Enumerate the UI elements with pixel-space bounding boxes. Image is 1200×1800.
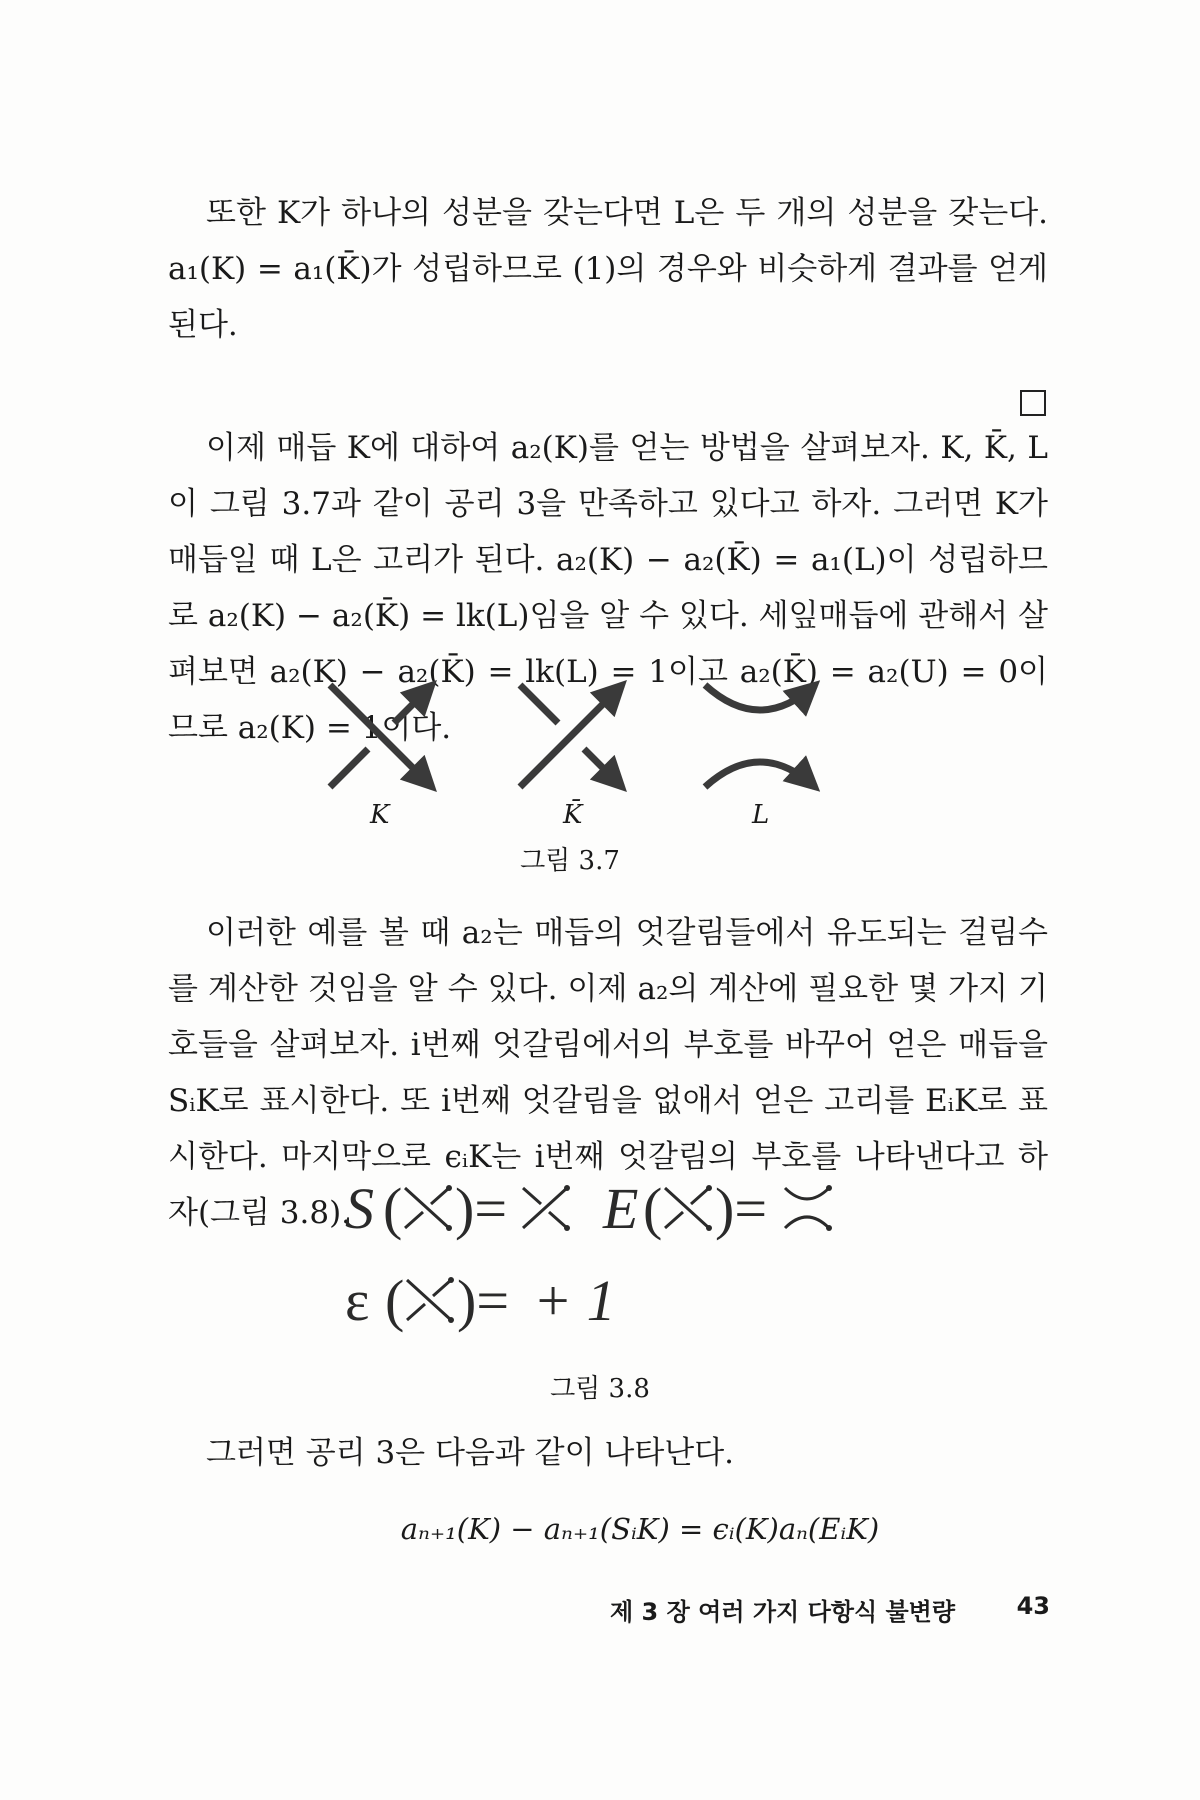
svg-text:)=: )= [455,1176,508,1241]
paragraph-2-text: 이제 매듭 K에 대하여 a₂(K)를 얻는 방법을 살펴보자. K, K̄, L이 그림 3.7과 같이 공리 3을 만족하고 있다고 하자. 그러면 K가 매듭일 때 L은 고리가 된다. a₂(K) − a₂(K̄) = a₁(L)이 성립하므로 a₂(K) − a₂(K̄) = lk(L)임을 알 수 있다. 세잎매듭에 관해서 살펴보면 a₂(K) − a₂(K̄) = lk(L) = 1이고 a₂(K̄) = a₂(U) = 0이므로 a₂(K) = 1이다. [168,430,1048,746]
epsilon-symbol: ε [345,1268,370,1333]
paragraph-4 [168,1425,1048,1481]
caption-figure-3-8: 그림 3.8 [550,1374,650,1404]
label-k-bar: K̄ [563,800,583,830]
caption-figure-3-7: 그림 3.7 [520,846,620,876]
svg-text:(: ( [643,1176,663,1241]
qed-square [1020,390,1046,416]
svg-text:(: ( [383,1176,403,1241]
crossing-k-bar [520,685,622,787]
epsilon-value: + 1 [533,1268,616,1333]
chapter-title: 제 3 장 여러 가지 다항식 불변량 [610,1598,956,1626]
paragraph-1 [168,185,1048,353]
e-symbol: E [603,1176,639,1241]
paragraph-3-text: 이러한 예를 볼 때 a₂는 매듭의 엇갈림들에서 유도되는 걸림수를 계산한 것임을 알 수 있다. 이제 a₂의 계산에 필요한 몇 가지 기호들을 살펴보자. i번째 엇갈림에서의 부호를 바꾸어 얻은 매듭을 SᵢK로 표시한다. 또 i번째 엇갈림을 없애서 얻은 고리를 EᵢK로 표시한다. 마지막으로 ϵᵢK는 i번째 엇갈림의 부호를 나타낸다고 하자(그림 3.8). [168,915,1048,1231]
svg-text:)=: )= [715,1176,768,1241]
paragraph-4-text: 그러면 공리 3은 다음과 같이 나타난다. [206,1435,735,1471]
paragraph-1-text: 또한 K가 하나의 성분을 갖는다면 L은 두 개의 성분을 갖는다. a₁(K) = a₁(K̄)가 성립하므로 (1)의 경우와 비슷하게 결과를 얻게 된다. [168,195,1048,343]
axiom-3-formula: aₙ₊₁(K) − aₙ₊₁(SᵢK) = ϵᵢ(K)aₙ(EᵢK) [400,1512,880,1546]
s-symbol: S [345,1176,374,1241]
svg-text:)=: )= [457,1268,510,1333]
smoothing-l [705,685,815,787]
label-k: K [370,800,390,830]
figure-3-8 [345,1170,885,1350]
page-footer [610,1592,1050,1627]
page-number: 43 [1016,1592,1050,1620]
svg-text:(: ( [385,1268,405,1333]
crossing-k [330,685,432,787]
label-l: L [752,800,770,830]
